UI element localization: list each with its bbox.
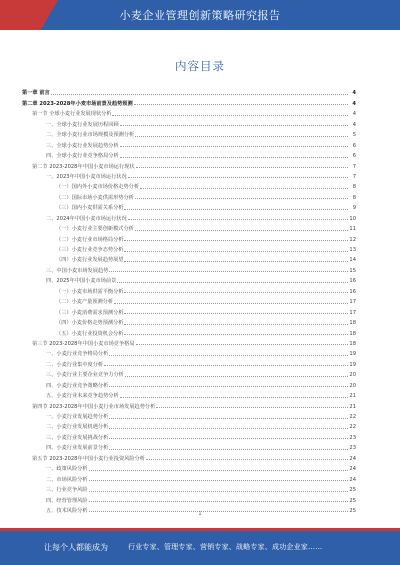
toc-entry[interactable] (22, 107, 356, 117)
toc-leader-dots (124, 240, 348, 241)
toc-entry[interactable] (22, 389, 356, 399)
toc-entry[interactable] (22, 462, 356, 472)
toc-entry-page: 21 (349, 403, 356, 410)
toc-entry-label: 二、小麦行业发展机遇分析 (46, 424, 109, 431)
toc-entry[interactable] (22, 441, 356, 451)
toc-leader-dots (89, 470, 348, 471)
toc-entry-label: （三）小麦消费需求预测分析 (56, 309, 124, 316)
toc-entry-label: 二、2024年中国小麦市场运行状况 (46, 215, 127, 222)
toc-entry-label: 第二节 2023-2028年中国小麦市场运行现状 (32, 163, 135, 170)
toc-entry[interactable] (22, 368, 356, 378)
toc-entry-label: 第五节 2023-2028年中国小麦行业投资风险分析 (32, 455, 145, 462)
toc-leader-dots (124, 324, 348, 325)
document-title: 小麦企业管理创新策略研究报告 (119, 9, 281, 22)
toc-entry-label: 三、小麦行业发展挑战分析 (46, 434, 109, 441)
toc-entry[interactable] (22, 96, 356, 106)
toc-leader-dots (109, 428, 348, 429)
toc-entry[interactable] (22, 243, 356, 253)
toc-entry-page: 24 (349, 476, 356, 483)
toc-entry-page: 22 (349, 414, 356, 420)
toc-entry[interactable] (22, 253, 356, 263)
toc-entry-page: 6 (352, 142, 356, 149)
toc-entry-page: 21 (349, 393, 356, 400)
toc-entry-page: 9 (352, 205, 356, 212)
toc-entry-page: 4 (352, 121, 356, 128)
toc-entry-label: 三、全球小麦行业发展趋势分析 (46, 142, 119, 149)
toc-entry[interactable] (22, 326, 356, 336)
toc-leader-dots (120, 157, 348, 158)
toc-entry-label: 二、全球小麦行业市场规模及预测分析 (46, 132, 135, 139)
toc-leader-dots (128, 177, 348, 178)
toc-entry[interactable] (22, 493, 356, 503)
toc-entry-page: 19 (349, 351, 356, 358)
toc-entry[interactable] (22, 211, 356, 221)
toc-leader-dots (156, 407, 348, 408)
toc-entry-label: 五、小麦行业未来竞争趋势分析 (46, 393, 119, 400)
toc-entry-page: 7 (352, 173, 356, 180)
toc-entry-page: 23 (349, 445, 356, 452)
toc-entry-page: 23 (349, 434, 356, 441)
toc-heading: 内容目录 (175, 59, 225, 73)
toc-leader-dots (109, 355, 348, 356)
toc-entry-label: 一、全球小麦行业发展历程回顾 (46, 121, 119, 128)
toc-leader-dots (109, 418, 348, 419)
toc-entry-label: 一、小麦行业竞争格局分析 (46, 351, 109, 358)
toc-entry-page: 8 (352, 194, 356, 201)
toc-entry-label: （一）小麦市场供需平衡分析 (56, 288, 124, 295)
toc-entry-page: 24 (349, 466, 356, 473)
toc-entry-label: （一）小麦行业主要创新模式分析 (56, 226, 134, 233)
toc-leader-dots (135, 136, 348, 137)
toc-entry[interactable] (22, 305, 356, 315)
toc-entry-page: 11 (349, 226, 356, 233)
toc-entry-label: （四）小麦价格走势预测分析 (56, 320, 124, 327)
toc-leader-dots (124, 251, 348, 252)
toc-entry-page: 4 (352, 100, 356, 107)
toc-leader-dots (120, 125, 348, 126)
toc-entry[interactable] (22, 295, 356, 305)
toc-entry-page: 17 (349, 309, 356, 316)
toc-entry-label: 一、小麦行业发展趋势分析 (46, 414, 109, 420)
toc-entry-page: 10 (349, 215, 356, 222)
toc-entry[interactable] (22, 347, 356, 357)
page-number: 1 (198, 511, 202, 517)
toc-leader-dots (134, 104, 348, 105)
toc-entry-page: 18 (349, 320, 356, 327)
toc-entry[interactable] (22, 159, 356, 169)
footer-tags: 行业专家、管理专家、营销专家、战略专家、成功企业家…… (128, 543, 323, 551)
toc-entry[interactable] (22, 357, 356, 367)
toc-leader-dots (109, 438, 348, 439)
toc-entry-label: 四、2025年中国小麦市场前景 (46, 278, 117, 285)
toc-entry-label: （五）小麦行业投资机会分析 (56, 330, 124, 337)
toc-leader-dots (125, 376, 348, 377)
toc-leader-dots (104, 365, 348, 366)
toc-leader-dots (135, 198, 348, 199)
toc-entry-page: 17 (349, 299, 356, 306)
toc-leader-dots (112, 115, 348, 116)
toc-entry-page: 5 (352, 132, 356, 139)
toc-leader-dots (51, 94, 348, 95)
toc-entry[interactable] (22, 410, 356, 420)
toc-entry-page: 4 (352, 90, 356, 97)
toc-entry[interactable] (22, 128, 356, 138)
toc-entry-label: （二）小麦产量预测分析 (56, 299, 114, 306)
toc-leader-dots (124, 209, 348, 210)
toc-leader-dots (124, 261, 348, 262)
toc-entry-page: 20 (349, 372, 356, 379)
toc-entry-page: 25 (349, 487, 356, 494)
toc-entry-label: 四、经营管理风险 (46, 497, 88, 504)
toc-entry-page: 24 (349, 455, 356, 462)
toc-entry[interactable] (22, 232, 356, 242)
toc-entry-page: 18 (349, 340, 356, 347)
toc-leader-dots (109, 386, 348, 387)
toc-entry-page: 8 (352, 184, 356, 191)
toc-entry[interactable] (22, 316, 356, 326)
toc-entry[interactable] (22, 180, 356, 190)
toc-leader-dots (136, 167, 348, 168)
toc-entry-label: 二、市场风险分析 (46, 476, 88, 483)
table-of-contents (22, 86, 356, 514)
toc-entry[interactable] (22, 451, 356, 461)
toc-entry[interactable] (22, 201, 356, 211)
toc-entry-page: 20 (349, 382, 356, 389)
toc-leader-dots (114, 303, 348, 304)
toc-leader-dots (89, 491, 348, 492)
footer-bar (0, 528, 400, 565)
toc-entry-label: 四、小麦行业发展前景分析 (46, 445, 109, 452)
toc-entry-label: 二、小麦行业集中度分析 (46, 361, 104, 368)
toc-leader-dots (135, 230, 348, 231)
toc-entry-label: 三、小麦行业主要企业竞争力分析 (46, 372, 124, 379)
toc-entry-label: （一）国内外小麦市场价格走势分析 (56, 184, 140, 191)
header-bar (0, 0, 400, 30)
toc-leader-dots (140, 188, 348, 189)
toc-entry-page: 22 (349, 424, 356, 431)
toc-leader-dots (120, 397, 348, 398)
toc-entry-label: 第四节 2023-2028年中国小麦行业市场发展趋势分析 (32, 403, 156, 410)
toc-entry[interactable] (22, 378, 356, 388)
toc-leader-dots (109, 449, 348, 450)
toc-entry[interactable] (22, 170, 356, 180)
toc-entry-page: 4 (352, 111, 356, 118)
toc-entry-label: （三）国内小麦供需关系分析 (56, 205, 124, 212)
toc-entry-label: 四、全球小麦行业竞争格局分析 (46, 153, 119, 160)
toc-entry[interactable] (22, 222, 356, 232)
toc-entry[interactable] (22, 274, 356, 284)
toc-entry-page: 25 (349, 507, 356, 514)
footer-accent-bar (0, 528, 400, 531)
toc-entry-page: 18 (349, 330, 356, 337)
toc-entry-page: 15 (349, 267, 356, 274)
toc-leader-dots (146, 459, 348, 460)
toc-leader-dots (128, 219, 348, 220)
toc-entry-page: 16 (349, 288, 356, 295)
toc-entry-page: 13 (349, 247, 356, 253)
toc-entry-label: 一、2023年中国小麦市场运行状况 (46, 173, 127, 180)
toc-leader-dots (120, 146, 348, 147)
toc-entry-label: 第一节 全球小麦行业发展现状分析 (32, 111, 112, 118)
toc-entry-label: 第一章 前言 (22, 90, 50, 97)
toc-entry-label: 一、政策风险分析 (46, 466, 88, 473)
toc-leader-dots (89, 480, 348, 481)
toc-entry-label: （三）小麦行业竞争态势分析 (56, 247, 124, 253)
footer-slogan: 让每个人都能成为 (44, 543, 108, 552)
toc-entry-page: 12 (349, 236, 356, 243)
toc-entry-page: 16 (349, 278, 356, 285)
toc-entry-page: 14 (349, 257, 356, 264)
toc-entry-label: 三、行业竞争风险 (46, 487, 88, 494)
toc-entry-label: （四）小麦行业发展趋势展望 (56, 257, 124, 264)
toc-entry-label: （二）国际市场小麦供需形势分析 (56, 194, 134, 201)
toc-entry-page: 7 (352, 163, 356, 170)
toc-leader-dots (124, 292, 348, 293)
toc-entry-page: 6 (352, 153, 356, 160)
toc-entry-page: 19 (349, 361, 356, 368)
toc-leader-dots (117, 282, 348, 283)
toc-entry-page: 25 (349, 497, 356, 504)
toc-entry[interactable] (22, 284, 356, 294)
toc-leader-dots (124, 313, 348, 314)
toc-leader-dots (136, 344, 348, 345)
toc-entry-label: 第三节 2023-2028年中国小麦市场竞争格局 (32, 340, 135, 347)
toc-leader-dots (89, 501, 348, 502)
toc-entry[interactable] (22, 472, 356, 482)
toc-entry[interactable] (22, 420, 356, 430)
toc-entry[interactable] (22, 399, 356, 409)
toc-entry-label: 三、中国小麦市场发展趋势 (46, 267, 109, 274)
toc-entry-label: （二）小麦行业市场格局分析 (56, 236, 124, 243)
toc-entry[interactable] (22, 190, 356, 200)
toc-entry[interactable] (22, 149, 356, 159)
toc-entry[interactable] (22, 337, 356, 347)
toc-entry[interactable] (22, 483, 356, 493)
toc-entry[interactable] (22, 430, 356, 440)
toc-entry-label: 第二章 2023-2028年小麦市场前景及趋势预测 (22, 100, 133, 107)
toc-entry-label: 四、小麦行业竞争策略分析 (46, 382, 109, 389)
toc-entry[interactable] (22, 117, 356, 127)
toc-leader-dots (124, 334, 348, 335)
toc-entry[interactable] (22, 138, 356, 148)
toc-leader-dots (109, 271, 348, 272)
toc-entry-label: 五、技术风险分析 (46, 507, 88, 514)
toc-entry[interactable] (22, 86, 356, 96)
toc-entry[interactable] (22, 263, 356, 273)
